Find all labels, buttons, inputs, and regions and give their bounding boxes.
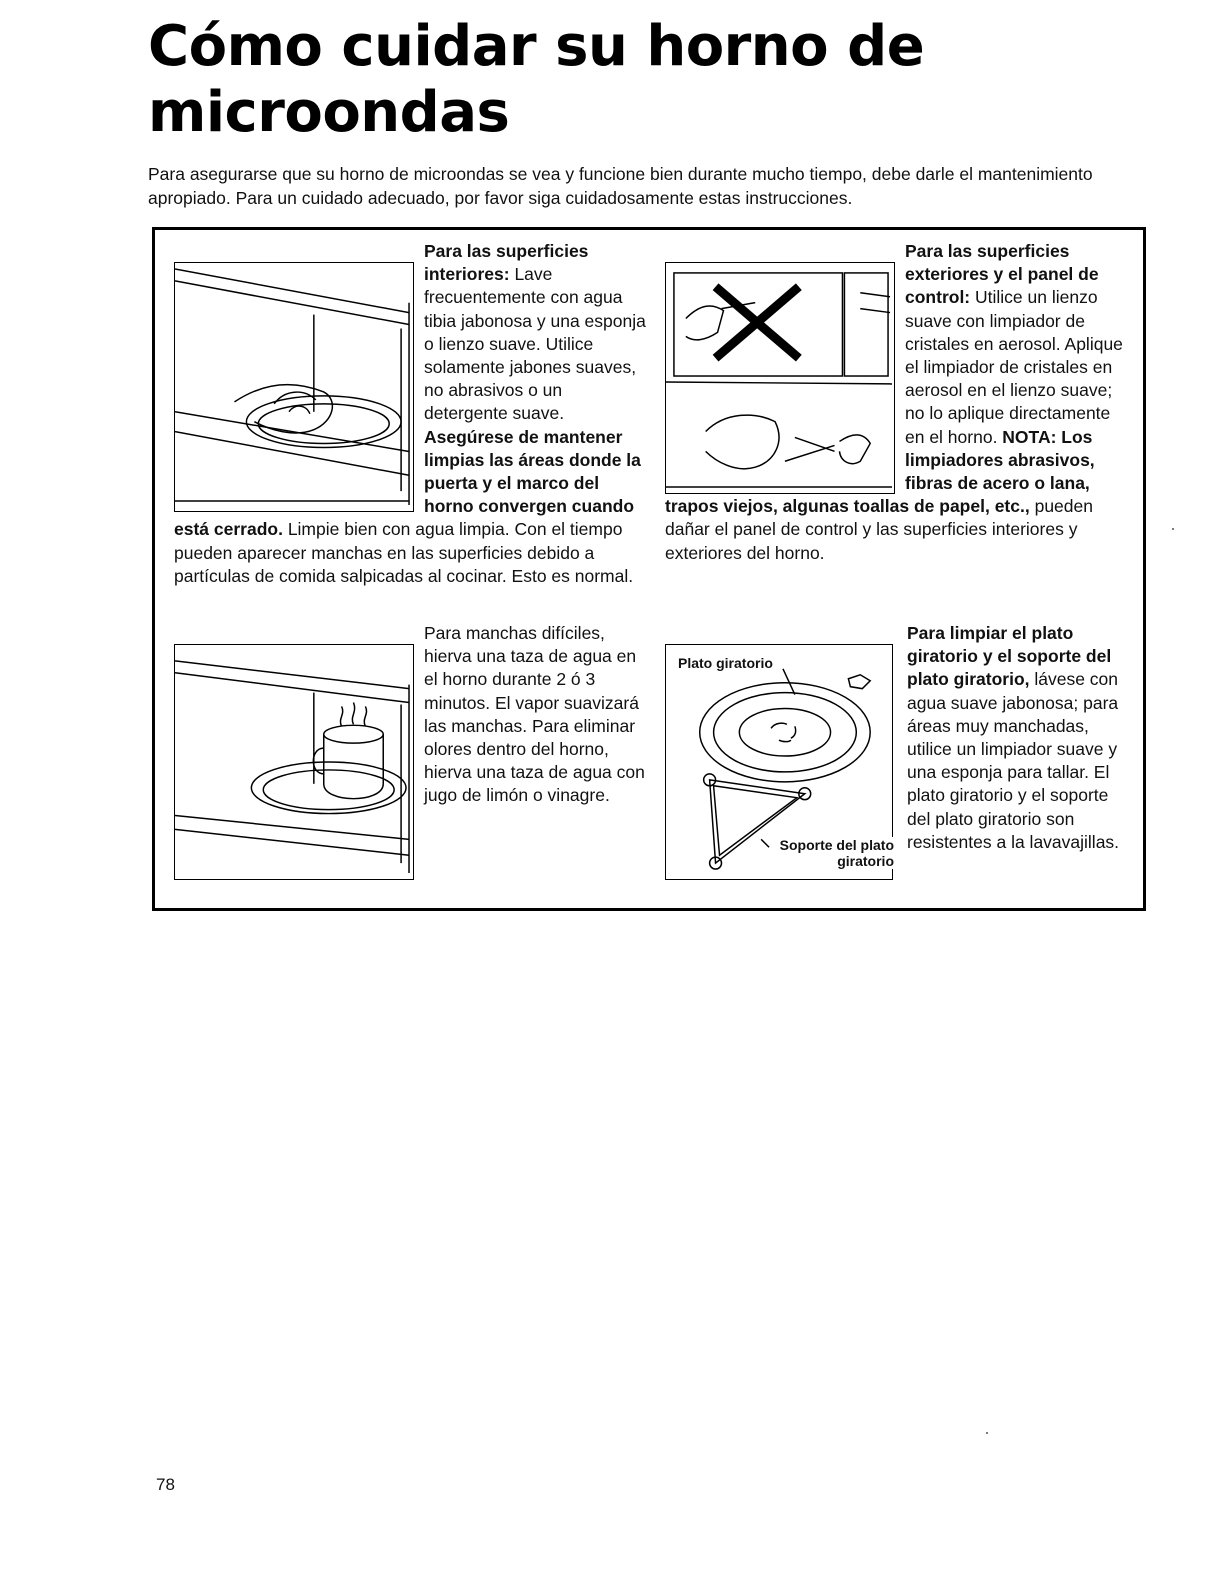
interior-door-warning: Asegúrese de mantener limpias las áreas donde la puerta y el marco del horno convergen cuando está cerrado. bbox=[174, 426, 641, 540]
turntable-illustration bbox=[665, 644, 893, 880]
exterior-text-continued: pueden dañar el panel de control y las superficies interiores y exteriores del horno. bbox=[665, 496, 1093, 563]
turntable-text: lávese con agua suave jabonosa; para áreas muy manchadas, utilice un limpiador suave y una esponja para tallar. El plato giratorio y el soporte del plato giratorio son resistentes a la lavavajillas. bbox=[907, 669, 1120, 852]
exterior-text: Utilice un lienzo suave con limpiador de cristales en aerosol. Aplique el limpiador de cristales en aerosol en el lienzo suave; no lo aplique directamente en el horno. bbox=[905, 287, 1123, 447]
support-label: Soporte del plato giratorio bbox=[776, 837, 894, 869]
interior-text: Lave frecuentemente con agua tibia jabonosa y una esponja o lienzo suave. Utilice solamente jabones suaves, no abrasivos o un detergente suave. bbox=[424, 264, 646, 424]
interior-wipe-drawing bbox=[175, 263, 413, 511]
steam-cup-illustration bbox=[174, 644, 414, 880]
stains-text: Para manchas difíciles, hierva una taza de agua en el horno durante 2 ó 3 minutos. El vapor suavizará las manchas. Para eliminar olores dentro del horno, hierva una taza de agua con jugo de limón o vinagre. bbox=[424, 623, 645, 806]
scan-speck bbox=[1172, 528, 1174, 530]
exterior-spray-illustration bbox=[665, 262, 895, 494]
turntable-heading: Para limpiar el plato giratorio y el soporte del plato giratorio, bbox=[907, 623, 1112, 690]
interior-section bbox=[174, 240, 648, 588]
turntable-section bbox=[665, 622, 1135, 880]
exterior-spray-drawing bbox=[666, 263, 894, 493]
interior-wipe-illustration bbox=[174, 262, 414, 512]
stains-section bbox=[174, 622, 648, 880]
exterior-heading: Para las superficies exteriores y el panel de control: bbox=[905, 241, 1099, 308]
interior-heading: Para las superficies interiores: bbox=[424, 241, 589, 285]
steam-cup-drawing bbox=[175, 645, 413, 879]
intro-paragraph: Para asegurarse que su horno de microondas se vea y funcione bien durante mucho tiempo, debe darle el mantenimiento apropiado. Para un cuidado adecuado, por favor siga cuidadosamente estas instrucciones. bbox=[148, 164, 1093, 208]
interior-text-continued: Limpie bien con agua limpia. Con el tiempo pueden aparecer manchas en las superficies debido a partículas de comida salpicadas al cocinar. Esto es normal. bbox=[174, 519, 634, 586]
nota-warning: Los limpiadores abrasivos, fibras de acero o lana, trapos viejos, algunas toallas de papel, etc., bbox=[665, 426, 1095, 517]
scan-speck bbox=[986, 1432, 988, 1434]
exterior-section bbox=[665, 240, 1133, 565]
instructions-box bbox=[152, 227, 1146, 911]
nota-label: NOTA: bbox=[1002, 426, 1057, 447]
page-title: Cómo cuidar su horno de microondas bbox=[148, 14, 925, 145]
plate-label: Plato giratorio bbox=[678, 655, 773, 671]
page-number: 78 bbox=[156, 1475, 175, 1494]
